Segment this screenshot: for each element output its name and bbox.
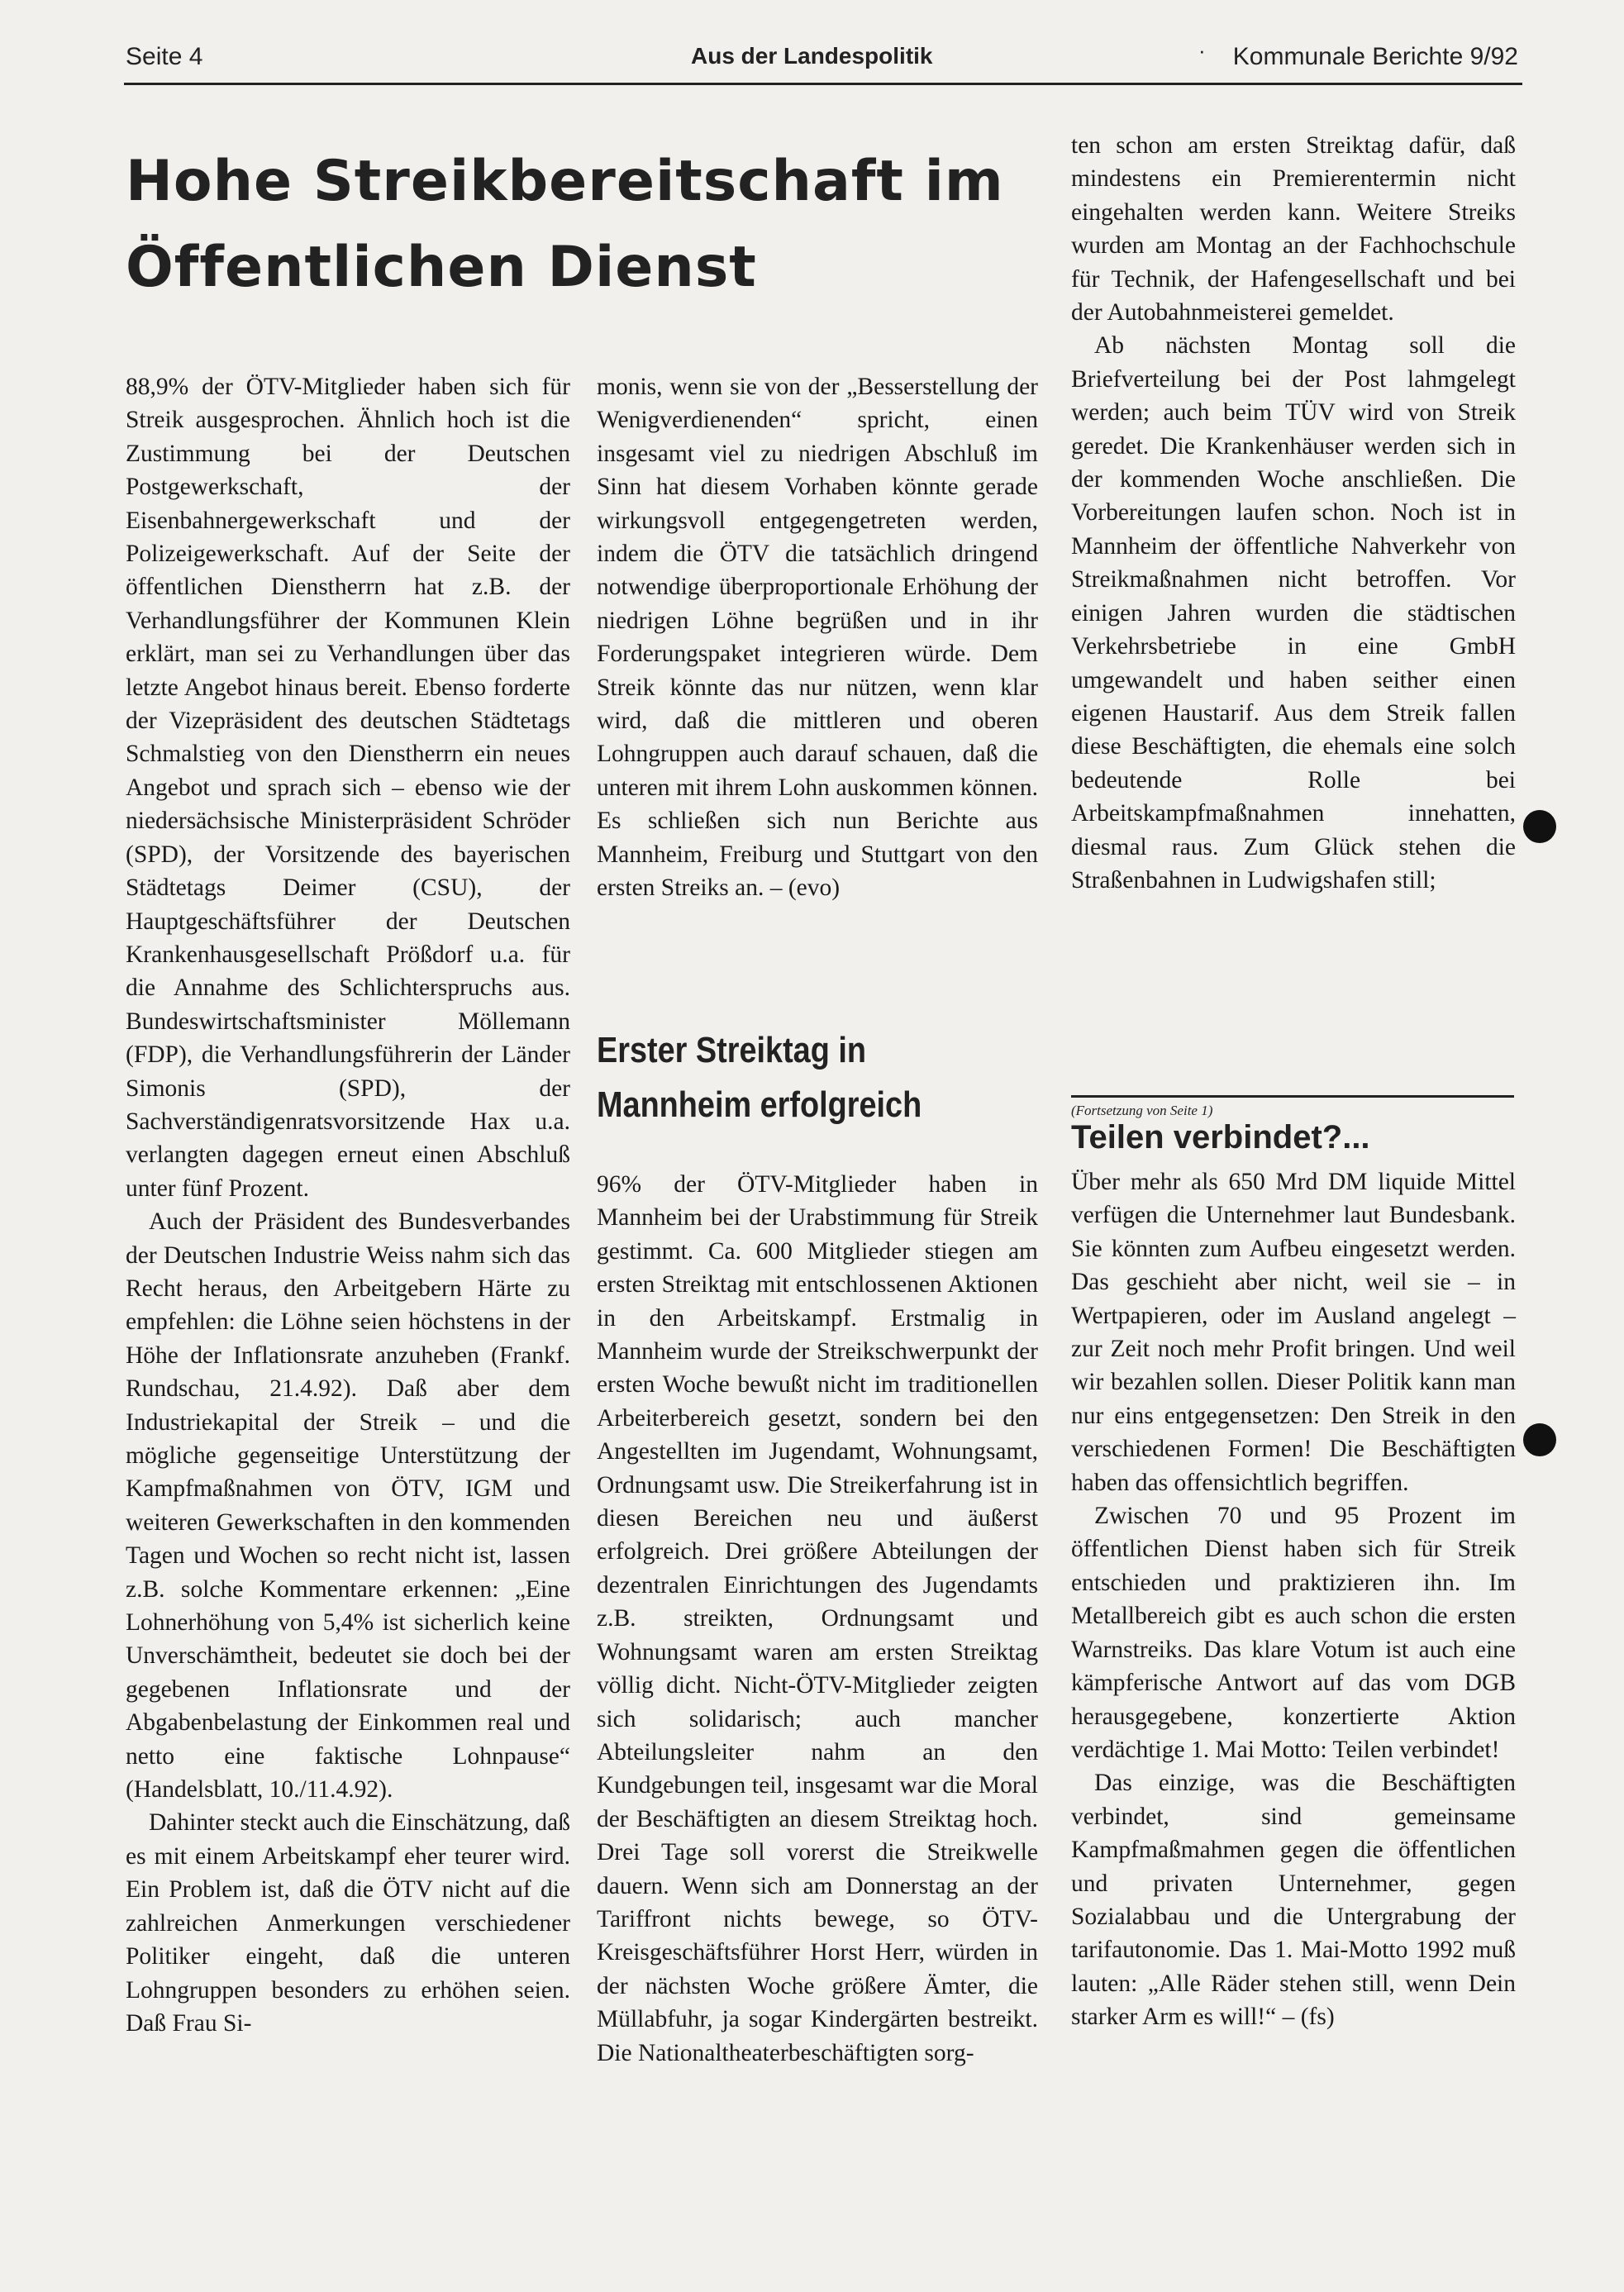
header-rule <box>124 83 1522 85</box>
section-title: Aus der Landespolitik <box>691 43 933 69</box>
tick-mark: · <box>1198 38 1206 63</box>
paragraph: monis, wenn sie von der „Besserstellung der Wenigverdienenden“ spricht, einen insgesamt viel zu niedrigen Abschluß im Sinn hat diesem Vorhaben könnte gerade wirkungsvoll entgegengetreten werden, indem die ÖTV die tatsächlich dringend notwendige überproportionale Erhöhung der niedrigen Löhne begrüßen und in ihr Forderungspaket integrieren würde. Dem Streik könnte das nur nützen, wenn klar wird, daß die mittleren und oberen Lohngruppen auch darauf schauen, daß die unteren mit ihrem Lohn auskommen können. Es schließen sich nun Berichte aus Mannheim, Freiburg und Stuttgart von den ersten Streiks an. – (evo) <box>597 374 1038 902</box>
punch-hole <box>1523 810 1556 843</box>
second-article-column-3 <box>1071 129 1516 897</box>
paragraph: Über mehr als 650 Mrd DM liquide Mittel verfügen die Unternehmer laut Bundesbank. Sie könnten zum Aufbeu eingesetzt werden. Das geschieht aber nicht, weil sie – in Wertpapieren, oder im Ausland angelegt – zur Zeit noch mehr Profit bringen. Und weil wir bezahlen sollen. Dieser Politik kann man nur eins entgegensetzen: Den Streik in den verschiedenen Formen! Die Beschäftigten haben das offensichtlich begriffen. <box>1071 1169 1516 1496</box>
paragraph: Zwischen 70 und 95 Prozent im öffentlichen Dienst haben sich für Streik entschieden und praktizieren ihn. Im Metallbereich gibt es auch schon die ersten Warnstreiks. Das klare Votum ist auch eine kämpferische Antwort auf das vom DGB herausgegebene, konzertierte Aktion verdächtige 1. Mai Motto: Teilen verbindet! <box>1071 1503 1516 1763</box>
main-headline: Hohe Streikbereitschaft im Öffentlichen Dienst <box>126 149 1004 300</box>
paragraph: 96% der ÖTV-Mitglieder haben in Mannheim bei der Urabstimmung für Streik gestimmt. Ca. 600 Mitglieder stiegen am ersten Streiktag mit entschlossenen Aktionen in den Arbeitskampf. Erstmalig in Mannheim wurde der Streikschwerpunkt der ersten Woche bewußt nicht im traditionellen Arbeiterbereich gesetzt, sondern bei den Angestellten im Jugendamt, Wohnungsamt, Ordnungsamt usw. Die Streikerfahrung ist in diesen Bereichen neu und äußerst erfolgreich. Drei größere Abteilungen der dezentralen Einrichtungen des Jugendamts z.B. streikten, Ordnungsamt und Wohnungsamt waren am ersten Streiktag völlig dicht. Nicht-ÖTV-Mitglieder zeigten sich solidarisch; auch mancher Abteilungsleiter nahm an den Kundgebungen teil, insgesamt war die Moral der Beschäftigten an diesem Streiktag hoch. Drei Tage soll vorerst die Streikwelle dauern. Wenn sich am Donnerstag an der Tariffront nichts bewege, so ÖTV-Kreisgeschäftsführer Horst Herr, würden in der nächsten Woche größere Ämter, die Müllabfuhr, ja sogar Kindergärten bestreikt. Die Nationaltheaterbeschäftigten sorg- <box>597 1171 1038 2066</box>
paragraph: Ab nächsten Montag soll die Briefverteilung bei der Post lahmgelegt werden; auch beim TÜV wird von Streik geredet. Die Krankenhäuser werden sich in der kommenden Woche anschließen. Die Vorbereitungen laufen schon. Noch ist in Mannheim der öffentliche Nahverkehr von Streikmaßnahmen nicht betroffen. Vor einigen Jahren wurden die städtischen Verkehrsbetriebe in eine GmbH umgewandelt und haben seither einen eigenen Haustarif. Aus dem Streik fallen diese Beschäftigten, die ehemals eine solch bedeutende Rolle bei Arbeitskampfmaßnahmen innehatten, diesmal raus. Zum Glück stehen die Straßenbahnen in Ludwigshafen still; <box>1071 332 1516 893</box>
box-article-body <box>1071 1165 1516 2034</box>
paragraph: ten schon am ersten Streiktag dafür, daß mindestens ein Premierentermin nicht eingehalten werden kann. Weitere Streiks wurden am Montag an der Fachhochschule für Technik, der Hafengesellschaft und bei der Autobahnmeisterei gemeldet. <box>1071 132 1516 326</box>
main-article-column-1 <box>126 370 570 2040</box>
box-rule <box>1071 1095 1514 1098</box>
paragraph: 88,9% der ÖTV-Mitglieder haben sich für Streik ausgesprochen. Ähnlich hoch ist die Zustimmung bei der Deutschen Postgewerkschaft, der Eisenbahnergewerkschaft und der Polizeigewerkschaft. Auf der Seite der öffentlichen Dienstherrn hat z.B. der Verhandlungsführer der Kommunen Klein erklärt, man sei zu Verhandlungen über das letzte Angebot hinaus bereit. Ebenso forderte der Vizepräsident des deutschen Städtetags Schmalstieg von den Dienstherrn ein neues Angebot und sprach sich – ebenso wie der niedersächsische Ministerpräsident Schröder (SPD), der Vorsitzende des bayerischen Städtetags Deimer (CSU), der Hauptgeschäftsführer der Deutschen Krankenhausgesellschaft Prößdorf u.a. für die Annahme des Schlichterspruchs aus. Bundeswirtschaftsminister Möllemann (FDP), die Verhandlungsführerin der Länder Simonis (SPD), der Sachverständigenratsvorsitzende Hax u.a. verlangten dagegen erneut einen Abschluß unter fünf Prozent. <box>126 374 570 1202</box>
second-article-column-2 <box>597 1168 1038 2070</box>
publication-title: Kommunale Berichte 9/92 <box>1232 43 1518 70</box>
box-headline: Teilen verbindet?... <box>1071 1119 1370 1156</box>
paragraph: Dahinter steckt auch die Einschätzung, daß es mit einem Arbeitskampf eher teurer wird. Ein Problem ist, daß die ÖTV nicht auf die zahlreichen Anmerkungen verschiedener Politiker eingeht, daß die unteren Lohngruppen besonders zu erhöhen seien. Daß Frau Si- <box>126 1809 570 2037</box>
second-headline: Erster Streiktag in Mannheim erfolgreich <box>597 1030 922 1125</box>
punch-hole <box>1523 1423 1556 1456</box>
page-number: Seite 4 <box>126 43 203 70</box>
box-kicker: (Fortsetzung von Seite 1) <box>1071 1103 1213 1118</box>
main-article-column-2 <box>597 370 1038 905</box>
paragraph: Auch der Präsident des Bundesverbandes der Deutschen Industrie Weiss nahm sich das Recht heraus, den Arbeitgebern Härte zu empfehlen: die Löhne seien höchstens in der Höhe der Inflationsrate anzuheben (Frankf. Rundschau, 21.4.92). Daß aber dem Industriekapital der Streik – und die mögliche gegenseitige Unterstützung der Kampfmaßnahmen von ÖTV, IGM und weiteren Gewerkschaften in den kommenden Tagen und Wochen so recht nicht ist, lassen z.B. solche Kommentare erkennen: „Eine Lohnerhöhung von 5,4% ist sicherlich keine Unverschämtheit, bedeutet sie doch bei der gegebenen Inflationsrate und der Abgabenbelastung der Einkommen real und netto eine faktische Lohnpause“ (Handelsblatt, 10./11.4.92). <box>126 1208 570 1804</box>
paragraph: Das einzige, was die Beschäftigten verbindet, sind gemeinsame Kampfmaßmahmen gegen die öffentlichen und privaten Unternehmer, gegen Sozialabbau und die Untergrabung der tarifautonomie. Das 1. Mai-Motto 1992 muß lauten: „Alle Räder stehen still, wenn Dein starker Arm es will!“ – (fs) <box>1071 1770 1516 2031</box>
